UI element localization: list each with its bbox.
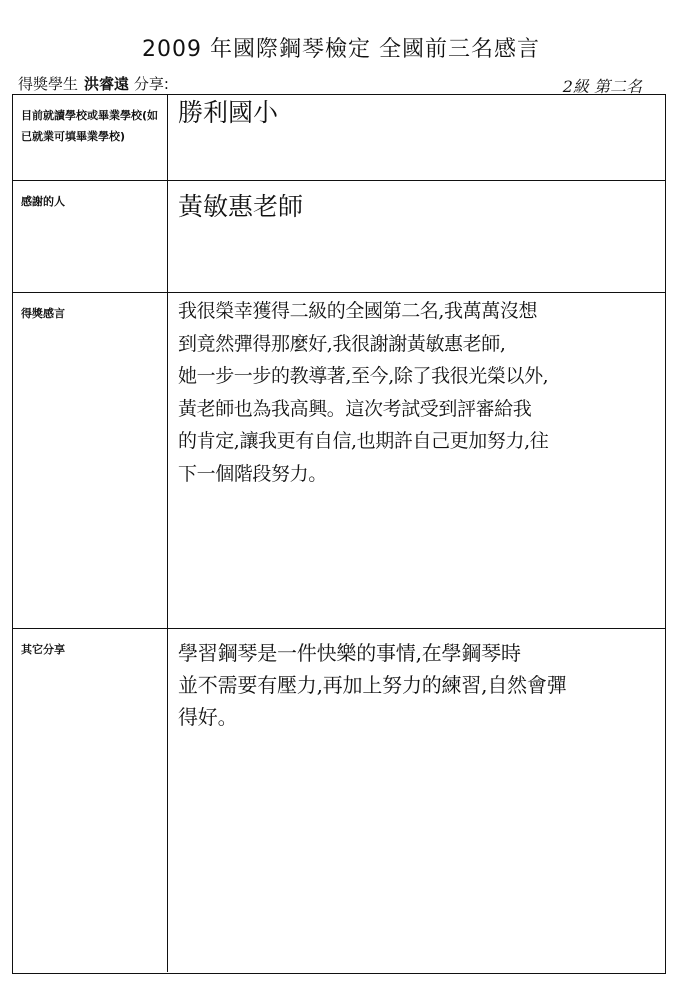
- remarks-label: 得獎感言: [13, 293, 168, 628]
- other-label: 其它分享: [13, 629, 168, 972]
- rank-note: 2級 第二名: [562, 77, 642, 96]
- other-line: 得好。: [178, 705, 238, 729]
- other-value: [168, 629, 665, 972]
- remarks-line: 黃老師也為我高興。這次考試受到評審給我: [178, 397, 532, 420]
- student-label: 得獎學生: [18, 75, 79, 93]
- page-title: 2009 年國際鋼琴檢定 全國前三名感言: [142, 37, 540, 62]
- other-line: 學習鋼琴是一件快樂的事情,在學鋼琴時: [178, 641, 521, 665]
- remarks-line: 她一步一步的教導著,至今,除了我很光榮以外,: [178, 365, 549, 387]
- thanks-value: 黃敏惠老師: [178, 192, 304, 221]
- remarks-value: [168, 293, 665, 628]
- thanks-row: [13, 181, 665, 293]
- other-row: [13, 629, 665, 972]
- remarks-row: [13, 293, 665, 629]
- school-label: 目前就讀學校或畢業學校(如已就業可填畢業學校): [13, 95, 168, 180]
- form-table: [12, 94, 666, 974]
- school-value: 勝利國小: [178, 98, 279, 127]
- remarks-line: 下一個階段努力。: [178, 462, 327, 485]
- remarks-line: 的肯定,讓我更有自信,也期許自己更加努力,往: [178, 430, 549, 452]
- thanks-label: 感謝的人: [13, 181, 168, 292]
- remarks-line: 我很榮幸獲得二級的全國第二名,我萬萬沒想: [178, 300, 538, 322]
- share-label: 分享:: [133, 75, 169, 93]
- other-line: 並不需要有壓力,再加上努力的練習,自然會彈: [178, 673, 567, 697]
- student-line: [18, 73, 169, 94]
- school-row: [13, 95, 665, 181]
- student-name: 洪睿遠: [84, 75, 130, 93]
- remarks-line: 到竟然彈得那麼好,我很謝謝黃敏惠老師,: [178, 332, 506, 355]
